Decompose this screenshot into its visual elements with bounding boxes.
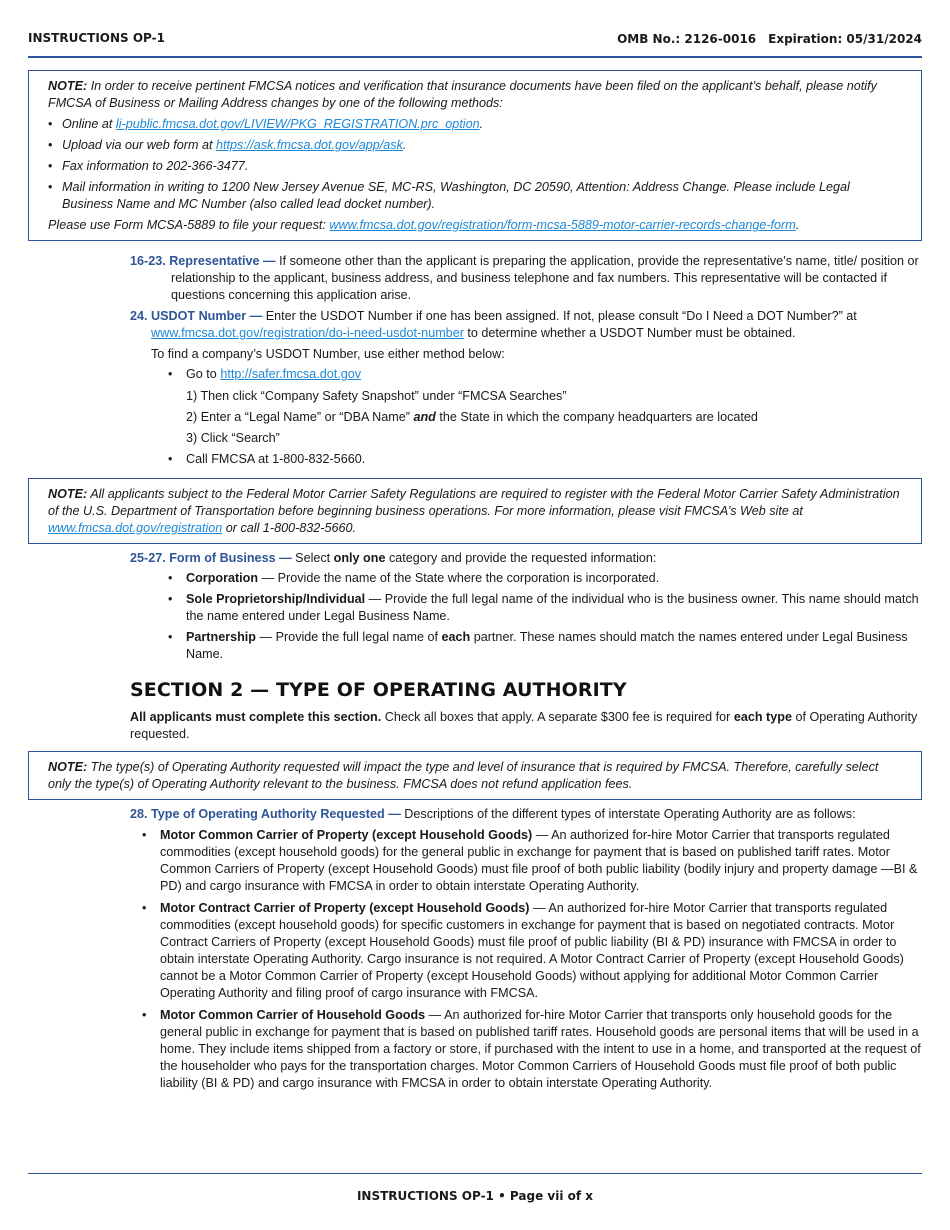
list-item: • Motor Contract Carrier of Property (except Household Goods) — An authorized for-hire Motor Carrier that transports regulated commodities (except household goods) for specific customers in exchange for payment that is based on negotiated contracts. Motor Contract Carriers of Property (except Household Goods) must file proof of public liability (BI & PD) insurance with FMCSA in order to obtain interstate Operating Authority. Cargo insurance is not required. A Motor Contract Carrier of Property (except Household Goods) cannot be a Motor Common Carrier of Property (except Household Goods) without applying for additional Motor Common Carrier Operating Authority and filing proof of cargo insurance with FMCSA. — [142, 900, 922, 1002]
list-item: • Sole Proprietorship/Individual — Provide the full legal name of the individual who is the business owner. This name should match the name entered under Legal Business Name. — [168, 591, 922, 625]
business-types — [130, 570, 922, 663]
step-2: 2) Enter a “Legal Name” or “DBA Name” and the State in which the company headquarters are located — [186, 410, 758, 424]
section-intro: All applicants must complete this section. Check all boxes that apply. A separate $300 fee is required for each type of Operating Authority requested. — [130, 710, 918, 741]
items-16-24 — [130, 253, 922, 472]
registration-note: NOTE: All applicants subject to the Federal Motor Carrier Safety Regulations are required to register with the Federal Motor Carrier Safety Administration of the U.S. Department of Transportation before beginning business operations. For more information, please visit FMCSA’s Web site at www.fmcsa.dot.gov/registration or call 1-800-832-5660. — [28, 478, 922, 544]
list-item: • Mail information in writing to 1200 New Jersey Avenue SE, MC-RS, Washington, DC 20590, Attention: Address Change. Please include Legal Business Name and MC Number (also called lead docket number). — [48, 179, 902, 213]
method-list — [48, 116, 902, 213]
online-link[interactable]: li-public.fmcsa.dot.gov/LIVIEW/PKG_REGISTRATION.prc_option — [115, 117, 480, 131]
list-item: • Go to http://safer.fmcsa.dot.gov 1) Then click “Company Safety Snapshot” under “FMCSA Searches” 2) Enter a “Legal Name” or “DBA Name” and the State in which the company headquarters are located 3) Click “Search” — [168, 366, 922, 447]
list-item: • Motor Common Carrier of Property (except Household Goods) — An authorized for-hire Motor Carrier that transports regulated commodities (except household goods) for the general public in exchange for payment that is based on published tariff rates. Motor Common Carriers of Property (except Household Goods) must file proof of both public liability (bodily injury and property damage —BI & PD) and cargo insurance with FMCSA in order to obtain interstate Operating Authority. — [142, 827, 922, 895]
note-label: NOTE: — [48, 487, 88, 501]
item-label: 25-27. Form of Business — — [130, 551, 292, 565]
list-item: • Motor Common Carrier of Household Goods — An authorized for-hire Motor Carrier that transports only household goods for the general public in exchange for payment that is based on published tariff rates. Household goods are personal items that will be used in a home. They include items shipped from a factory or store, if purchased with the intent to use in a home, and transported at the request of the householder who pays for the transportation charges. Motor Common Carriers of Household Goods must file proof of both public liability (BI & PD) and cargo insurance with FMCSA in order to obtain interstate Operating Authority. — [142, 1007, 922, 1092]
page-header — [28, 30, 922, 58]
list-item: • Upload via our web form at https://ask.fmcsa.dot.gov/app/ask. — [48, 137, 902, 154]
item-label: 28. Type of Operating Authority Requested — — [130, 807, 401, 821]
registration-link[interactable]: www.fmcsa.dot.gov/registration — [48, 521, 223, 535]
step-1: 1) Then click “Company Safety Snapshot” under “FMCSA Searches” — [186, 389, 567, 403]
list-item: • Corporation — Provide the name of the State where the corporation is incorporated. — [168, 570, 922, 587]
authority-types — [142, 825, 922, 1097]
item-28: 28. Type of Operating Authority Requested — Descriptions of the different types of interstate Operating Authority are as follows: — [130, 807, 856, 821]
dot-number-link[interactable]: www.fmcsa.dot.gov/registration/do-i-need-usdot-number — [151, 326, 464, 340]
note-label: NOTE: — [48, 760, 88, 774]
safer-link[interactable]: http://safer.fmcsa.dot.gov — [220, 367, 362, 381]
item-25-27: 25-27. Form of Business — Select only one category and provide the requested information: • Corporation — Provide the name of the State where the corporation is incorporated. • Sole Proprietorship/Individual — Provide the full legal name of the individual who is the business owner. This name should match the name entered under Legal Business Name. • Partnership — Provide the full legal name of each partner. These names should match the names entered under Legal Business Name. — [130, 550, 922, 667]
omb-info — [617, 31, 922, 48]
item-label: 24. USDOT Number — — [130, 309, 263, 323]
address-change-note: NOTE: In order to receive pertinent FMCSA notices and verification that insurance documents have been filed on the applicant’s behalf, please notify FMCSA of Business or Mailing Address changes by one of the following methods: • Online at li-public.fmcsa.dot.gov/LIVIEW/PKG_REGISTRATION.prc_option. • Upload via our web form at https://ask.fmcsa.dot.gov/app/ask. • Fax information to 202-366-3477. • Mail information in writing to 1200 New Jersey Avenue SE, MC-RS, Washington, DC 20590, Attention: Address Change. Please include Legal Business Name and MC Number (also called lead docket number). Please use Form MCSA-5889 to file your request: www.fmcsa.dot.gov/registration/form-mcsa-5889-motor-carrier-records-change-form. — [28, 70, 922, 241]
note-intro: In order to receive pertinent FMCSA notices and verification that insurance documents have been filed on the applicant’s behalf, please notify FMCSA of Business or Mailing Address changes by one of the following methods: — [48, 79, 877, 110]
step-3: 3) Click “Search” — [186, 431, 280, 445]
upload-link[interactable]: https://ask.fmcsa.dot.gov/app/ask — [216, 138, 403, 152]
list-item: • Online at li-public.fmcsa.dot.gov/LIVIEW/PKG_REGISTRATION.prc_option. — [48, 116, 902, 133]
note-label: NOTE: — [48, 79, 88, 93]
form-id: INSTRUCTIONS OP-1 — [28, 31, 165, 45]
section-title: SECTION 2 — TYPE OF OPERATING AUTHORITY — [130, 679, 627, 701]
omb-number: OMB No.: 2126-0016 — [617, 32, 757, 46]
list-item: • Fax information to 202-366-3477. — [48, 158, 902, 175]
find-text: To find a company’s USDOT Number, use either method below: — [151, 347, 505, 361]
item-24: 24. USDOT Number — Enter the USDOT Number if one has been assigned. If not, please consult “Do I Need a DOT Number?” at www.fmcsa.dot.gov/registration/do-i-need-usdot-number to determine whether a USDOT Number must be obtained. — [130, 309, 857, 340]
item-label: 16-23. Representative — — [130, 254, 276, 268]
item-16-23: 16-23. Representative — If someone other than the applicant is preparing the application, provide the representative’s name, title/ position or relationship to the applicant, business address, and business telephone and fax numbers. This representative will be contacted if questions concerning this application arise. — [130, 254, 919, 302]
list-item: • Call FMCSA at 1-800-832-5660. — [168, 451, 922, 468]
section-2 — [130, 679, 922, 743]
authority-note: NOTE: The type(s) of Operating Authority requested will impact the type and level of insurance that is required by FMCSA. Therefore, carefully select only the type(s) of Operating Authority relevant to the business. FMCSA does not refund application fees. — [28, 751, 922, 800]
find-methods — [130, 366, 922, 468]
form-5889-link[interactable]: www.fmcsa.dot.gov/registration/form-mcsa-5889-motor-carrier-records-change-form — [329, 218, 796, 232]
expiration-date: Expiration: 05/31/2024 — [768, 32, 922, 46]
page-footer: INSTRUCTIONS OP-1 • Page vii of x — [28, 1173, 922, 1205]
list-item: • Partnership — Provide the full legal name of each partner. These names should match the names entered under Legal Business Name. — [168, 629, 922, 663]
